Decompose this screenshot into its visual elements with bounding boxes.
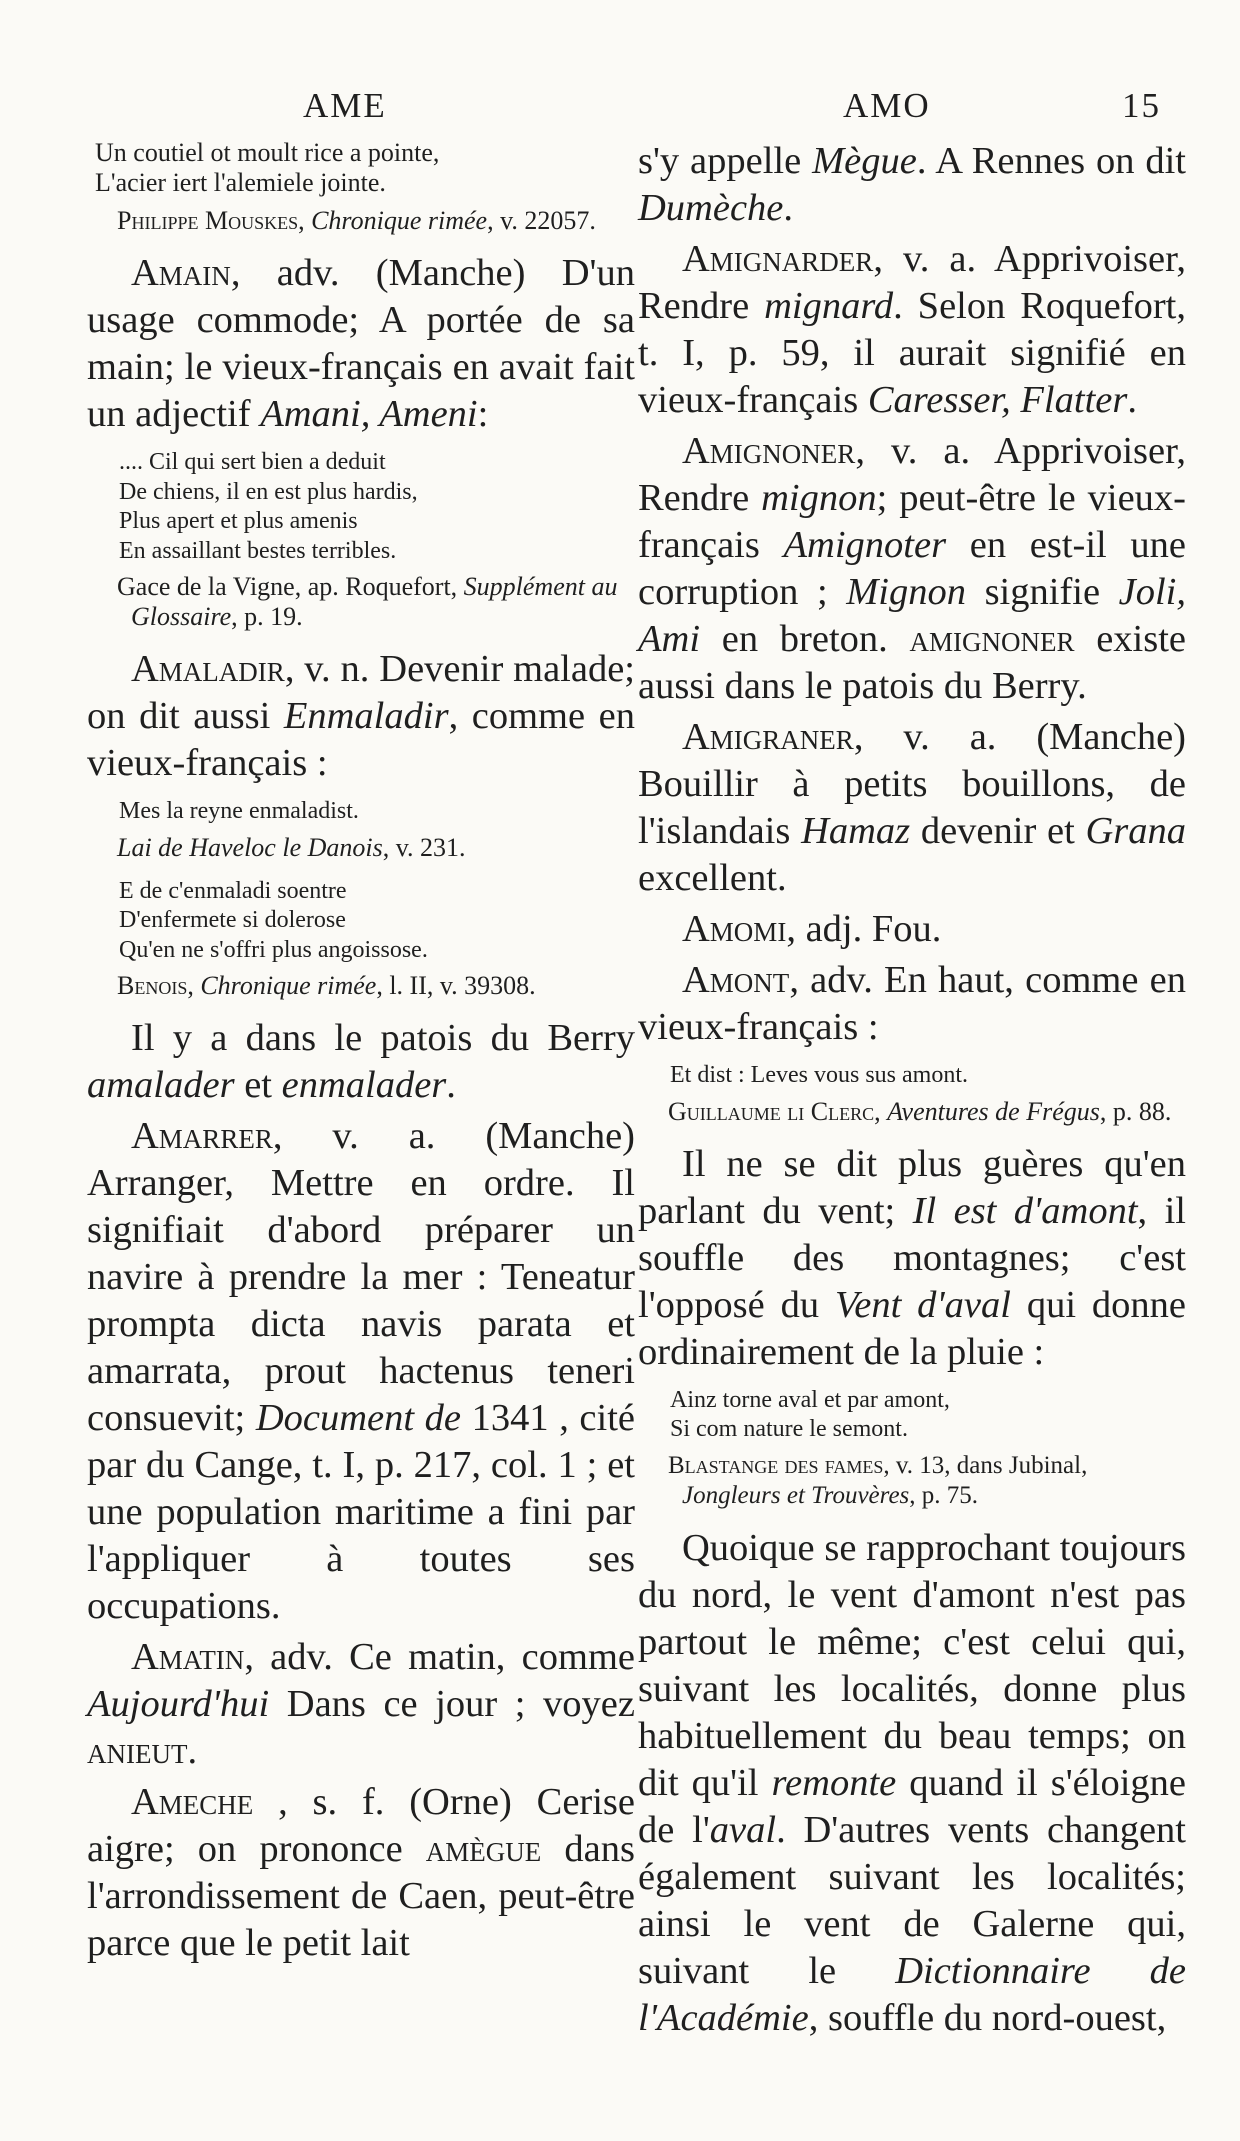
cite-author: Gace de la Vigne, ap. Roquefort, — [117, 572, 458, 601]
headword: Amignarder — [682, 238, 874, 280]
verse-line: L'acier iert l'alemiele jointe. — [95, 168, 386, 197]
verse-quote — [638, 1386, 1186, 1445]
entry-amigraner: Amigraner, v. a. (Manche) Bouillir à petits bouillons, de l'islandais Hamaz devenir et Grana excellent. — [638, 716, 1186, 899]
verse-line: En assaillant bestes terribles. — [119, 537, 397, 564]
cite-work: Lai de Haveloc le Danois — [117, 832, 383, 862]
verse-line: E de c'enmaladi soentre — [119, 877, 347, 904]
citation: Guillaume li Clerc, Aventures de Frégus, p. 88. — [668, 1096, 1172, 1126]
citation — [87, 572, 635, 632]
verse-line: Plus apert et plus amenis — [119, 508, 358, 534]
verse-line: Un coutiel ot moult rice a pointe, — [95, 138, 440, 167]
verse-quote — [87, 797, 635, 827]
verse-quote — [638, 1061, 1186, 1091]
running-head-center: AMO — [843, 86, 931, 125]
entry-amain: Amain, adv. (Manche) D'un usage commode; A portée de sa main; le vieux-français en avait fait un adjectif Amani, Ameni: — [87, 252, 635, 435]
cite-author: Philippe Mouskes — [117, 206, 299, 235]
entry-amignarder: Amignarder, v. a. Apprivoiser, Rendre mignard. Selon Roquefort, t. I, p. 59, il aurait signifié en vieux-français Caresser, Flatter. — [638, 238, 1186, 421]
entry-amarrer: Amarrer, v. a. (Manche) Arranger, Mettre en ordre. Il signifiait d'abord préparer un navire à prendre la mer : Teneatur prompta dicta navis parata et amarrata, prout hactenus teneri consuevit; Document de 1341 , cité par du Cange, t. I, p. 217, col. 1 ; et une population maritime a fini par l'appliquer à toutes ses occupations. — [87, 1115, 635, 1627]
headword: Amaladir — [131, 648, 285, 690]
cite-ref: , v. 231. — [382, 832, 466, 862]
verse-line: Si com nature le semont. — [670, 1416, 908, 1442]
entry-continuation: s'y appelle Mègue. A Rennes on dit Dumèche. — [638, 140, 1186, 229]
cite-author: Guillaume li Clerc — [668, 1096, 875, 1126]
headword: Ameche — [131, 1781, 254, 1823]
cite-author: Benois — [117, 971, 188, 1000]
entry-amatin: Amatin, adv. Ce matin, comme Aujourd'hui Dans ce jour ; voyez anieut. — [87, 1636, 635, 1772]
headword: Amarrer — [131, 1115, 273, 1157]
citation: Blastange des fames, v. 13, dans Jubinal, Jongleurs et Trouvères, p. 75. — [668, 1451, 1088, 1509]
citation: Benois, Chronique rimée, l. II, v. 39308. — [117, 971, 536, 1000]
entry-amaladir: Amaladir, v. n. Devenir malade; on dit aussi Enmaladir, comme en vieux-français : — [87, 648, 635, 784]
berry-note: Il y a dans le patois du Berry amalader et enmalader. — [87, 1017, 635, 1106]
verse-line: Mes la reyne enmaladist. — [119, 798, 359, 824]
headword: Amatin — [131, 1636, 245, 1678]
left-column — [87, 138, 635, 1971]
running-head-left: AME — [303, 86, 387, 125]
cite-work: Chronique rimée — [200, 971, 377, 1000]
entry-amomi: Amomi, adj. Fou. — [682, 908, 942, 950]
verse-line: Qu'en ne s'offri plus angoissose. — [119, 936, 428, 963]
headword: Amignoner — [682, 430, 856, 472]
verse-line: D'enfermete si dolerose — [119, 907, 346, 933]
verse-line: Et dist : Leves vous sus amont. — [670, 1062, 968, 1088]
cite-work: Aventures de Frégus — [887, 1096, 1100, 1126]
quoique-paragraph: Quoique se rapprochant toujours du nord, le vent d'amont n'est pas partout le même; c'est celui qui, suivant les localités, donne plus habituellement du beau temps; on dit qu'il remonte quand il s'éloigne de l'aval. D'autres vents changent également suivant les localités; ainsi le vent de Galerne qui, suivant le Dictionnaire de l'Académie, souffle du nord-ouest, — [638, 1526, 1186, 2039]
right-column — [638, 138, 1186, 2046]
headword: Amont — [682, 959, 790, 1001]
cite-ref: , p. 19. — [231, 602, 303, 631]
verse-quote — [87, 877, 635, 966]
verse-line: De chiens, il en est plus hardis, — [119, 478, 418, 505]
citation — [87, 833, 635, 863]
cite-ref: , p. 88. — [1099, 1096, 1172, 1126]
cite-work: Jongleurs et Trouvères — [682, 1481, 910, 1509]
cite-ref: , v. 22057. — [487, 206, 596, 235]
headword: Amigraner — [682, 716, 854, 758]
page-number: 15 — [1122, 86, 1161, 125]
entry-ameche: Ameche , s. f. (Orne) Cerise aigre; on prononce amègue dans l'arrondissement de Caen, peut-être parce que le petit lait — [87, 1781, 636, 1964]
entry-amignoner: Amignoner, v. a. Apprivoiser, Rendre mignon; peut-être le vieux-français Amignoter en est-il une corruption ; Mignon signifie Joli, Ami en breton. amignoner existe aussi dans le patois du Berry. — [638, 430, 1186, 707]
headword: Amain — [131, 252, 231, 294]
cite-author: Blastange des fames — [668, 1451, 884, 1479]
cite-ref: , l. II, v. 39308. — [376, 971, 536, 1000]
cite-work: Supplément au Glossaire — [131, 572, 618, 631]
entry-amont: Amont, adv. En haut, comme en vieux-français : — [638, 959, 1186, 1048]
cite-ref: , p. 75. — [909, 1481, 979, 1509]
vent-paragraph: Il ne se dit plus guères qu'en parlant du vent; Il est d'amont, il souffle des montagnes; c'est l'opposé du Vent d'aval qui donne ordinairement de la pluie : — [638, 1142, 1186, 1373]
citation: Philippe Mouskes, Chronique rimée, v. 22057. — [117, 206, 596, 235]
verse-line: Ainz torne aval et par amont, — [670, 1386, 950, 1413]
verse-line: .... Cil qui sert bien a deduit — [119, 449, 386, 475]
verse-quote — [87, 448, 635, 566]
headword: Amomi — [682, 908, 787, 950]
verse-quote — [87, 138, 635, 198]
cite-work: Chronique rimée — [311, 206, 488, 235]
